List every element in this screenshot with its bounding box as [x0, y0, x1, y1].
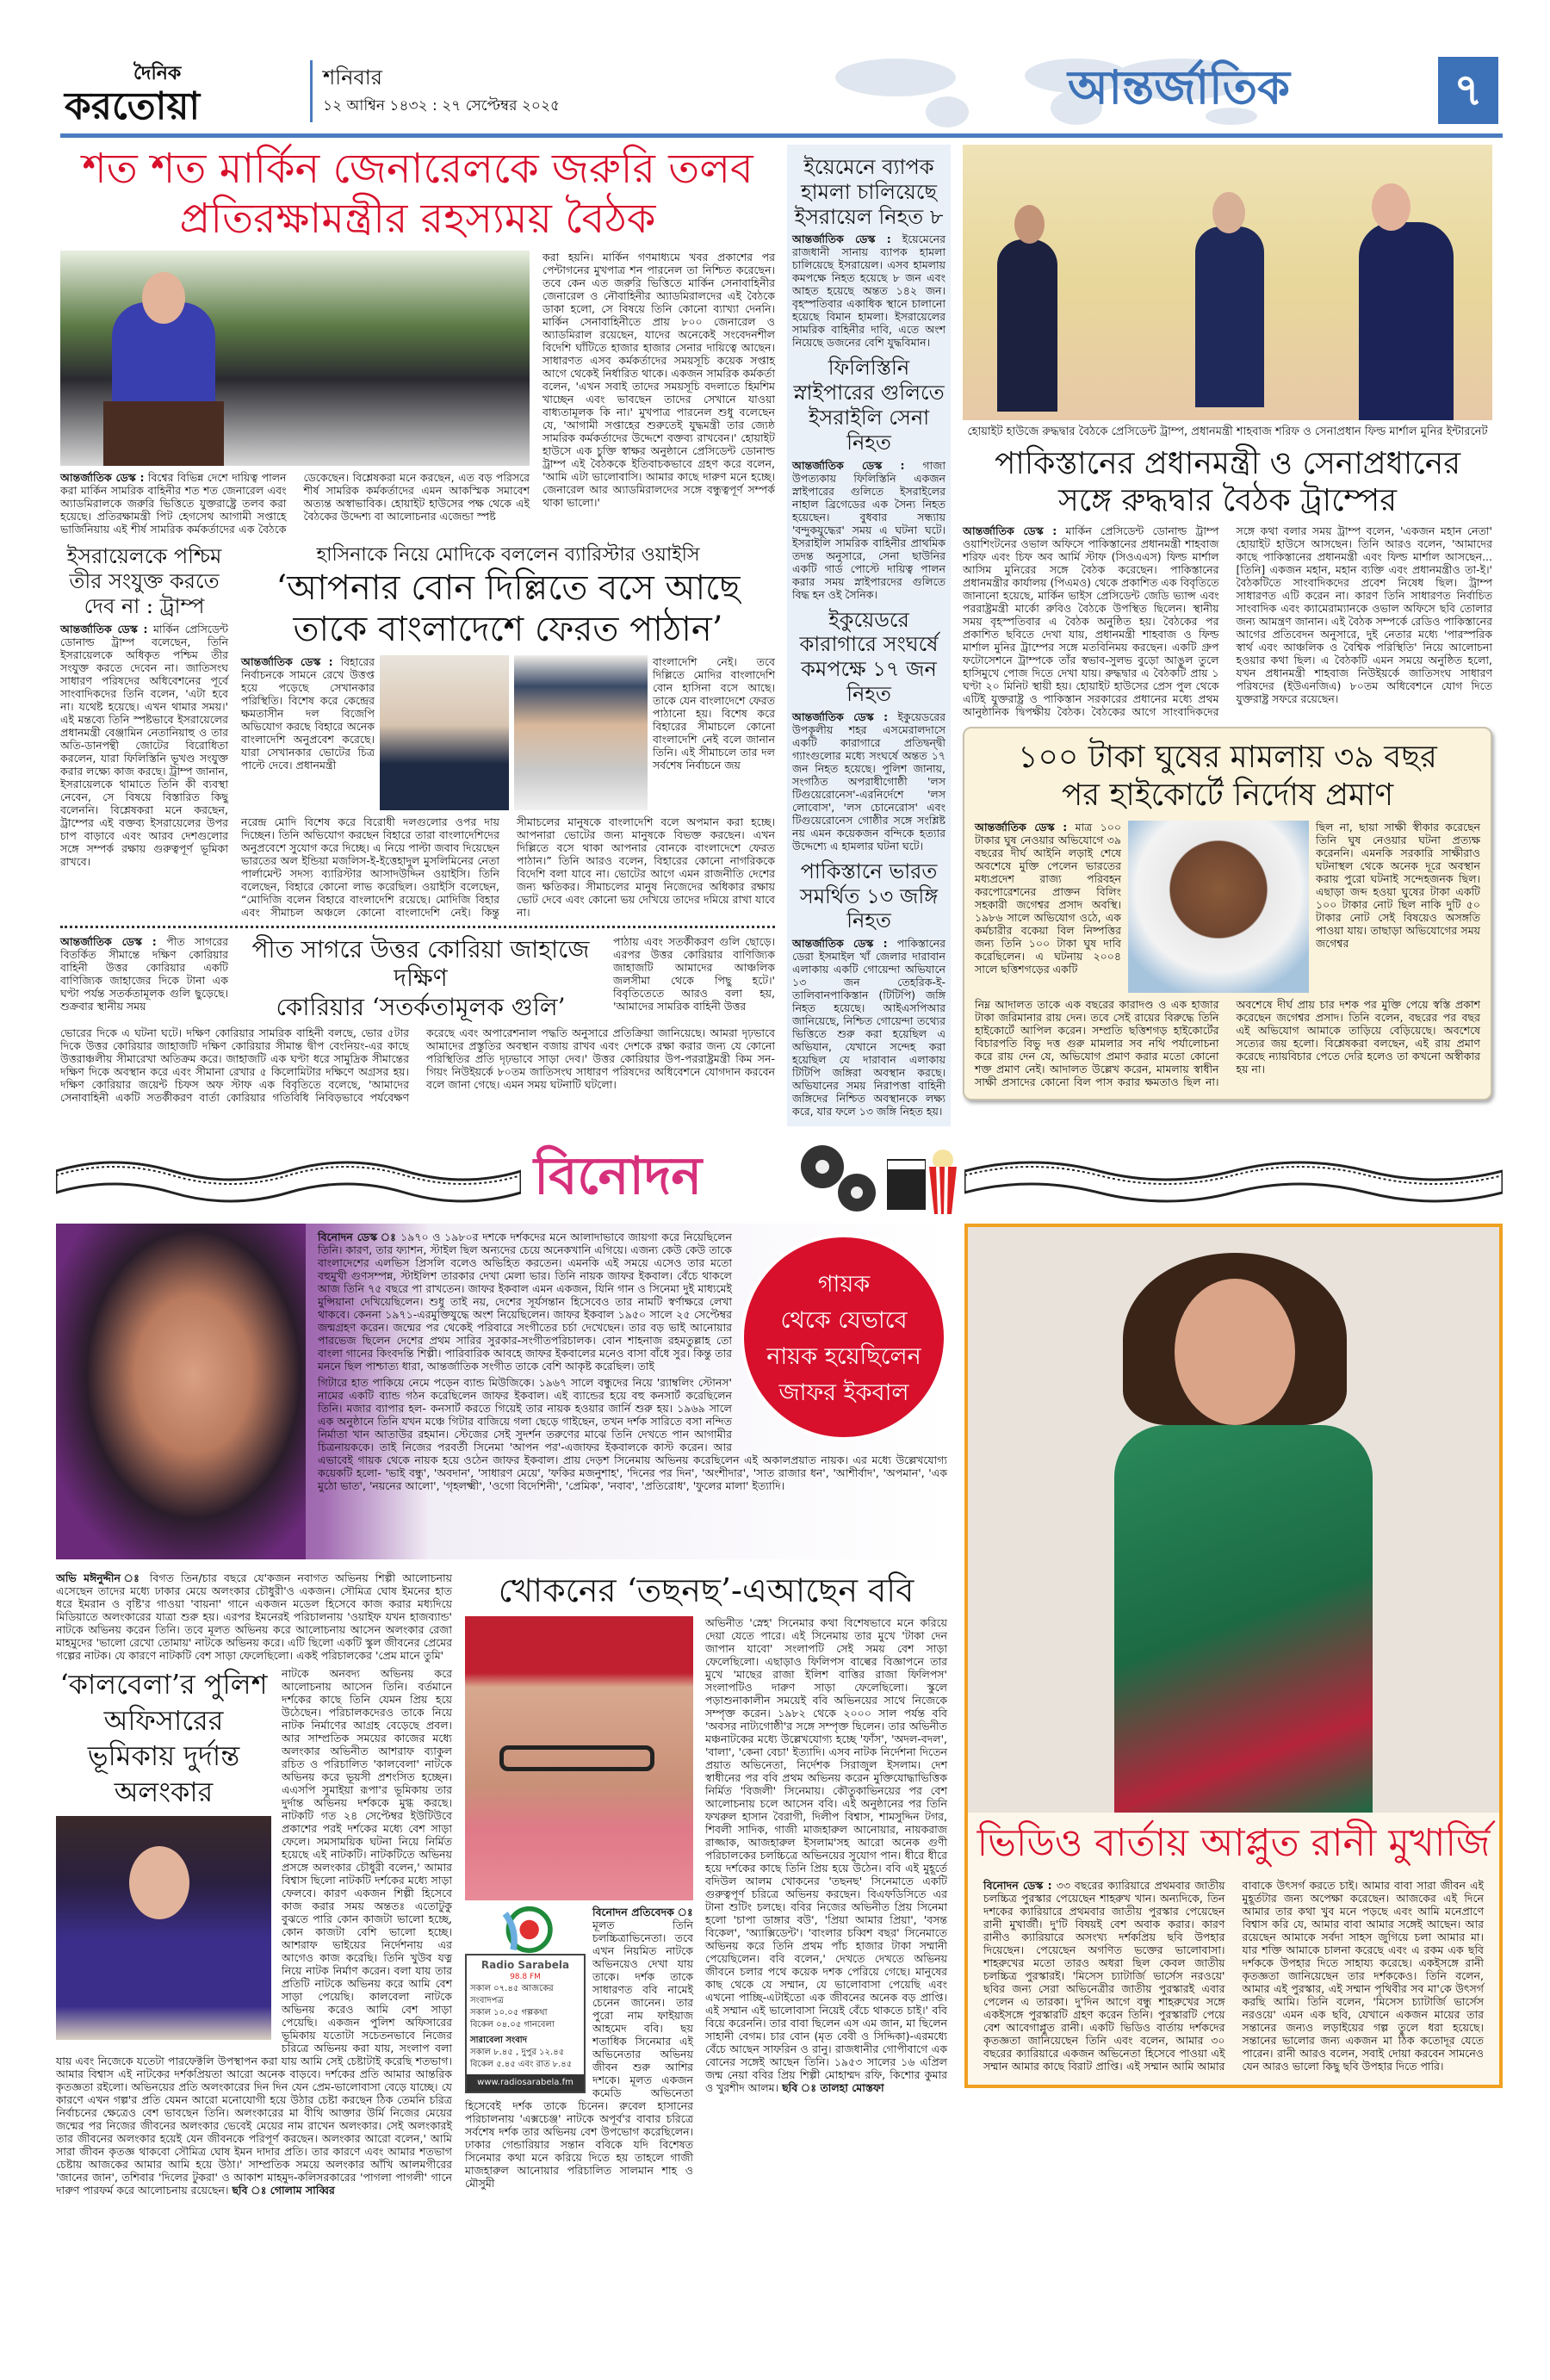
zafar-iqbal-photo	[56, 1224, 306, 1559]
modi-photo	[380, 655, 509, 810]
time: বিকেল ০৪.০৫	[470, 2019, 522, 2030]
clapperboard-icon	[887, 1158, 926, 1210]
korea-story	[60, 935, 775, 1105]
pakistan-headline-line1: পাকিস্তানের প্রধানমন্ত্রী ও সেনাপ্রধানের	[994, 446, 1461, 481]
right-column	[963, 145, 1492, 1100]
schedule-row	[470, 1983, 580, 2007]
radio-url[interactable]: www.radiosarabela.fm	[467, 2074, 584, 2092]
owaisi-story	[241, 544, 775, 918]
circle-line: গায়ক	[817, 1271, 871, 1298]
circle-line: জাফর ইকবাল	[778, 1379, 909, 1407]
brief-item	[792, 356, 946, 600]
dateline: আন্তর্জাতিক ডেস্ক :	[963, 524, 1057, 538]
brief-headline: পাকিস্তানে ভারত সমর্থিত ১৩ জঙ্গি নিহত	[799, 858, 939, 933]
body-text: বিশ্বের বিভিন্ন দেশে দায়িত্ব পালন করা মার্কিন সামরিক বাহিনীর শত শত জেনারেল এবং অ্যাডমিরালকে জরুরি ভিত্তিতে যুক্তরাষ্ট্রে তলব করা হয়েছে। প্রতিরক্ষামন্ত্রী পিট হেগসেথ আগামী সপ্তাহে ভার্জিনিয়ায় এই শীর্ষ সামরিক কর্মকর্তাদের এক বৈঠকে ডেকেছেন। বিশ্লেষকরা মনে করছেন, এত বড় পরিসরে শীর্ষ সামরিক কর্মকর্তাদের এমন আকস্মিক সমাবেশ অত্যন্ত অস্বাভাবিক। হোয়াইট হাউসের পক্ষ থেকে এই বৈঠকের উদ্দেশ্য বা আলোচনার এজেন্ডা স্পষ্ট	[60, 471, 530, 536]
divider	[60, 926, 775, 928]
brief-headline: ইয়েমেনে ব্যাপক হামলা চালিয়েছে ইসরায়েল নিহত ৮	[794, 155, 944, 229]
dateline: আন্তর্জাতিক ডেস্ক :	[792, 937, 888, 951]
khokon-story	[465, 1571, 947, 2197]
bribe-headline-line1: ১০০ টাকা ঘুষের মামলায় ৩৯ বছর	[1018, 740, 1437, 776]
circle-line: থেকে যেভাবে	[780, 1307, 908, 1335]
body-text: মার্কিন প্রেসিডেন্ট ডোনাল্ড ট্রাম্প ওয়াশিংটনের ওভাল অফিসে পাকিস্তানের প্রধানমন্ত্রী শাহবাজ শরিফ এবং চিফ অব আর্মি স্টাফ (সিওএএস) ফিল্ড মার্শাল আসিম মুনিরের সঙ্গে বৈঠক করেছেন। পাকিস্তানের প্রধানমন্ত্রীর কার্যালয় (পিএমও) থেকে প্রকাশিত এক বিবৃতিতে জানানো হয়েছে, মার্কিন ভাইস প্রেসিডেন্ট জেডি ভ্যান্স এবং পররাষ্ট্রমন্ত্রী মার্কো রুবিও বৈঠকে উপস্থিত ছিলেন। স্থানীয় সময় বৃহস্পতিবার এ বৈঠক অনুষ্ঠিত হয়। বৈঠকের পর প্রকাশিত ছবিতে দেখা যায়, প্রধানমন্ত্রী শাহবাজ ও ফিল্ড মার্শাল মুনির ট্রাম্পের সঙ্গে মতবিনিময় করছেন। একটি গ্রুপ ফটোসেশনে ট্রাম্পকে তাঁর স্বভাব-সুলভ বুড়ো আঙুল তুলে হাসিমুখে পোজ দিতে দেখা যায়। রুদ্ধদ্বার এ বৈঠকটি প্রায় ১ ঘণ্টা ২০ মিনিট স্থায়ী হয়। হোয়াইট হাউসের প্রেস পুল থেকে এটিই যুক্তরাষ্ট্র ও পাকিস্তান সরকারের প্রধানের মধ্যে প্রথম আনুষ্ঠানিক দ্বিপক্ষীয় বৈঠক। বৈঠকের আগে সাংবাদিকদের সঙ্গে কথা বলার সময় ট্রাম্প বলেন, 'একজন মহান নেতা' হোয়াইট হাউসে আসছেন। তিনি আরও বলেন, 'আমাদের কাছে পাকিস্তানের প্রধানমন্ত্রী এবং ফিল্ড মার্শাল আসছেন...[তিনি] একজন মহান, মহান ব্যক্তি এবং প্রধানমন্ত্রীও তা-ই।' বৈঠকটিতে সাংবাদিকদের প্রবেশ নিষেধ ছিল। ট্রাম্প সাধারণত এটি করেন না। কারণ তিনি সাধারণত নির্বাচিত সাংবাদিক এবং ক্যামেরাম্যানকে ওভাল অফিসে ছবি তোলার জন্য আমন্ত্রণ জানান। এই বৈঠক সম্পর্কে রেডিও পাকিস্তানের আগের প্রতিবেদন অনুসারে, দুই নেতার মধ্যে 'পারস্পরিক স্বার্থ এবং আঞ্চলিক ও বৈশ্বিক পরিস্থিতি' নিয়ে আলোচনা হওয়ার কথা ছিল। এ বৈঠকটি এমন সময়ে অনুষ্ঠিত হলো, যখন প্রধানমন্ত্রী শাহবাজ নিউইয়র্কে জাতিসংঘ সাধারণ পরিষদের (ইউএনজিএ) ৮০তম অধিবেশনে যোগ দিতে যুক্তরাষ্ট্র সফরে রয়েছেন।	[963, 524, 1492, 719]
lead-headline-line2: প্রতিরক্ষামন্ত্রীর রহস্যময় বৈঠক	[179, 194, 656, 243]
owaisi-headline-line1: ‘আপনার বোন দিল্লিতে বসে আছে	[276, 567, 741, 608]
pakistan-headline	[963, 445, 1492, 519]
dateline: আন্তর্জাতিক ডেস্ক :	[792, 232, 891, 246]
body-text: বিহারের নির্বাচনকে সামনে রেখে উত্তপ্ত হয়ে পড়েছে সেখানকার পরিস্থিতি। বিশেষ করে কেন্দ্রের ক্ষমতাসীন দল বিজেপি অভিযোগ করছে বিহারে অনেক বাংলাদেশি অনুপ্রবেশ করেছে। যারা সেখানকার ভোটের চিত্র পাল্টে দেবে। প্রধানমন্ত্রী	[241, 654, 375, 772]
circle-line: নায়ক হয়েছিলেন	[766, 1343, 921, 1371]
divider	[310, 60, 313, 122]
film-strip-left-icon	[56, 1154, 521, 1205]
dateline: আন্তর্জাতিক ডেস্ক :	[60, 934, 157, 948]
dateline: আন্তর্জাতিক ডেস্ক :	[792, 458, 905, 472]
bribe-headline-line2: পর হাইকোর্টে নির্দোষ প্রমাণ	[1061, 777, 1394, 813]
body-text: পীত সাগরের বিতর্কিত সীমান্তে দক্ষিণ কোরিয়ার বাহিনী উত্তর কোরিয়ার একটি বাণিজ্যিক জাহাজের দিকে টানা এক ঘণ্টা পর্যন্ত সতর্কতামূলক গুলি ছুড়েছে। শুক্রবার স্থানীয় সময়	[60, 934, 228, 1013]
date: ১২ আশ্বিন ১৪৩২ : ২৭ সেপ্টেম্বর ২০২৫	[323, 97, 561, 115]
section-title: আন্তর্জাতিক	[1068, 59, 1290, 115]
bribe-headline	[975, 739, 1480, 813]
lead-headline	[60, 145, 775, 244]
dateline: বিনোদন ডেস্ক ঃ	[318, 1230, 397, 1244]
bribe-body-a	[975, 821, 1121, 993]
owaisi-body-a	[241, 655, 375, 810]
rani-story-box	[964, 1224, 1503, 2088]
lead-headline-line1: শত শত মার্কিন জেনারেলকে জরুরি তলব	[82, 145, 753, 193]
entertainment-left	[56, 1224, 947, 2197]
dateline: আন্তর্জাতিক ডেস্ক :	[241, 654, 333, 668]
program: গানবেলা	[524, 2019, 555, 2030]
rani-headline: ভিডিও বার্তায় আপ্লুত রানী মুখার্জি	[976, 1821, 1491, 1866]
lead-body-b: করা হয়নি। মার্কিন গণমাধ্যমে খবর প্রকাশের পর পেন্টাগনের মুখপাত্র শন পারনেল তা নিশ্চিত করেছেন। তবে কেন এত জরুরি ভিত্তিতে মার্কিন সেনাবাহিনীর জেনারেল ও নৌবাহিনীর অ্যাডমিরালদের এই বৈঠকে ডাকা হলো, সে বিষয়ে তিনি কোনো ব্যাখ্যা দেননি। মার্কিন সেনাবাহিনীতে প্রায় ৮০০ জেনারেল ও অ্যাডমিরাল রয়েছেন, যাদের অনেকেই সংবেদনশীল বিদেশি ঘাঁটিতে হাজার হাজার সেনার দায়িত্বে আছেন। সাধারণত এসব কর্মকর্তাদের সময়সূচি কয়েক সপ্তাহ আগে থেকেই নির্ধারিত থাকে। একজন সামরিক কর্মকর্তা বলেন, 'এখন সবাই তাদের সময়সূচি বদলাতে হিমশিম খাচ্ছেন এবং ভাবছেন তাদের সেখানে যাওয়া বাধ্যতামূলক কি না।' মুখপাত্র পারনেল শুধু বলেছেন যে, 'আগামী সপ্তাহের শুরুতেই যুদ্ধমন্ত্রী তার জ্যেষ্ঠ সামরিক কর্মকর্তাদের উদ্দেশে বক্তব্য রাখবেন।' হোয়াইট হাউসে এক চুক্তি স্বাক্ষর অনুষ্ঠানে প্রেসিডেন্ট ডোনাল্ড ট্রাম্প এই বৈঠককে ইতিবাচকভাবে গ্রহণ করে বলেন, 'আমি এটা ভালোবাসি। আমার কাছে দারুণ মনে হচ্ছে। জেনারেল আর অ্যাডমিরালদের সঙ্গে বন্ধুত্বপূর্ণ সম্পর্ক থাকা ভালো।'	[542, 251, 775, 510]
paper-logo: করতোয়া	[65, 84, 201, 128]
rani-mukherjee-photo	[968, 1227, 1499, 1813]
page-number: ৭	[1438, 57, 1498, 124]
korea-body-c: ভোরের দিকে এ ঘটনা ঘটে। দক্ষিণ কোরিয়ার সামরিক বাহিনী বলছে, ভোর ৫টার দিকে উত্তর কোরিয়ার জাহাজটি দক্ষিণ কোরিয়ার সীমান্ত দ্বীপ বেংনিয়ং-এর কাছে উত্তরাঞ্চলীয় সীমারেখা অতিক্রম করে। জাহাজটি এক ঘণ্টা ধরে সামুদ্রিক সীমান্তের দক্ষিণ দিকে অবস্থান করে এবং সীমানা রেখার ৫ কিলোমিটার দক্ষিণে অগ্রসর হয়। দক্ষিণ কোরিয়ার জয়েন্ট চিফস অফ স্টাফ এক বিবৃতিতে বলেছে, 'আমাদের সেনাবাহিনী একটি সতর্কীকরণ বার্তা কোরিয়ার গতিবিধি নিবিড়ভাবে পর্যবেক্ষণ করেছে এবং অপারেশনাল পদ্ধতি অনুসারে প্রতিক্রিয়া জানিয়েছে। আমরা দৃঢ়ভাবে আমাদের প্রস্তুতির অবস্থান বজায় রাখব এবং দেশকে রক্ষা করার জন্য যে কোনো পরিস্থিতির প্রতি দৃঢ়ভাবে সাড়া দেব।' উত্তর কোরিয়ার উপ-পররাষ্ট্রমন্ত্রী কিম সন-গিয়ং নিউইয়র্কে ৮০তম জাতিসংঘ সাধারণ পরিষদের অধিবেশনে যোগদান করবেন বলে জানা গেছে। এমন সময় ঘটনাটি ঘটলো।	[60, 1026, 775, 1105]
dateline: আন্তর্জাতিক ডেস্ক :	[975, 820, 1068, 834]
pakistan-headline-line2: সঙ্গে রুদ্ধদ্বার বৈঠক ট্রাম্পের	[1057, 483, 1398, 519]
photo-credit: ছবি ঃ গোলাম সাব্বির	[232, 2184, 335, 2197]
radio-name: Radio Sarabela	[480, 1958, 570, 1971]
body-text: ইকুয়েডরের উপকূলীয় শহর এসমেরালদাসে একটি কারাগারে প্রতিদ্বন্দ্বী গ্যাংগুলোর মধ্যে সংঘর্ষে অন্তত ১৭ জন নিহত হয়েছে। পুলিশ জানায়, সংগঠিত অপরাধীগোষ্ঠী 'লস টিগুয়েরোনেস'-এরনির্দেশে 'লস লোবোস', 'লস চোনেরোস' এবং টিগুয়েরোনেস গোষ্ঠীর সঙ্গে সংশ্লিষ্ট নয় এমন কয়েকজন বন্দিকে হত্যার উদ্দেশ্যে এ হামলার ঘটনা ঘটে।	[792, 710, 946, 852]
korea-body-b: পাঠায় এবং সতর্কীকরণ গুলি ছোড়ে। এরপর উত্তর কোরিয়ার বাণিজ্যিক জাহাজটি আমাদের আঞ্চলিক জলসীমা থেকে পিছু হটে।' বিবৃতিতেতে আরও বলা হয়, 'আমাদের সামরিক বাহিনী উত্তর	[613, 934, 775, 1013]
photo-credit: ছবি ঃ তালহা মোস্তফা	[782, 2080, 884, 2094]
owaisi-kicker: হাসিনাকে নিয়ে মোদিকে বললেন ব্যারিস্টার ওয়াইসি	[316, 544, 700, 567]
bobby-photo	[465, 1616, 693, 1900]
westbank-story	[60, 544, 228, 918]
owaisi-body-b: বাংলাদেশি নেই। তবে দিল্লিতে মোদির বাংলাদেশি বোন হাসিনা বসে আছে। তাকে যেন বাংলাদেশে ফেরত পাঠানো হয়। বিশেষ করে বিহারের সীমাচলে কোনো বাংলাদেশি নেই বলে জানান তিনি। এই সীমাচলে তার দল সর্বশেষ নির্বাচনে জয়	[653, 654, 775, 772]
oval-office-photo	[963, 145, 1492, 420]
alankar-story	[56, 1571, 452, 2197]
lead-body-a	[60, 471, 530, 536]
radio-frequency: 98.8 FM	[510, 1972, 541, 1981]
briefs-sidebar	[787, 145, 951, 1126]
khokon-headline: খোকনের ‘তছনছ’-এআছেন ববি	[498, 1571, 914, 1610]
alankar-intro	[56, 1571, 452, 1662]
body-text: মাত্র ১০০ টাকার ঘুষ নেওয়ার অভিযোগে ৩৯ বছরের দীর্ঘ আইনি লড়াই শেষে অবশেষে মুক্তি পেলেন ভারতের মধ্যপ্রদেশ রাজ্য পরিবহন করপোরেশনের প্রাক্তন বিলিং সহকারী জগেশ্বর প্রসাদ অবস্থি। ১৯৮৬ সালে অভিযোগ ওঠে, এক কর্মচারীর বকেয়া বিল নিষ্পত্তির জন্য তিনি ১০০ টাকা ঘুষ দাবি করেছিলেন। এ ঘটনায় ২০০৪ সালে ছত্তিশগড়ের একটি	[975, 820, 1122, 976]
popcorn-icon	[926, 1150, 960, 1214]
schedule-row	[470, 2019, 580, 2031]
owaisi-headline	[241, 567, 775, 650]
alankar-photo	[56, 1816, 271, 2040]
owaisi-headline-line2: তাকে বাংলাদেশে ফেরত পাঠান’	[293, 609, 723, 649]
program: আজকের সংবাদপত্র	[470, 1983, 554, 2005]
left-column	[60, 145, 775, 1104]
binodon-banner	[56, 1137, 1503, 1218]
zafar-headline-circle	[741, 1234, 947, 1441]
radio-logo-icon	[495, 1906, 555, 1954]
body-text: গাজা উপত্যকায় ফিলিস্তিনি একজন স্নাইপারের গুলিতে ইসরাইলের নাহাল ব্রিগেডের এক সৈন্য নিহত হয়েছেন। বুধবার সন্ধ্যায় 'বন্দুকযুদ্ধের' সময় এ ঘটনা ঘটে। ইসরাইলি সামরিক বাহিনীর প্রাথমিক তদন্ত অনুসারে, সেনা ছাউনির একটি গার্ড পোস্টে দায়িত্ব পালন করার সময় স্নাইপারদের গুলিতে বিদ্ধ হন ওই সৈনিক।	[792, 458, 946, 601]
brief-headline: ফিলিস্তিনি স্নাইপারের গুলিতে ইসরাইলি সেনা নিহত	[793, 356, 945, 455]
radio-sarabela-ad	[465, 1906, 586, 2093]
header-rule	[60, 133, 1503, 138]
body-text: অভিনীত 'স্নেহ' সিনেমার কথা বিশেষভাবে মনে করিয়ে দেয়া যেতে পারে। এই সিনেমায় তার মুখে 'টাকা দেন জাপান যাবো' সংলাপটি সেই সময় বেশ সাড়া ফেলেছিলো। এছাড়াও ফিলিপস বাল্বের বিজ্ঞাপনে তার মুখে 'মাছের রাজা ইলিশ বাত্তির রাজা ফিলিপস' সংলাপটিও দারুণ সাড়া ফেলেছিলো। স্কুলে পড়াশুনাকালীন সময়েই ববি অভিনয়ের সাথে নিজেকে সম্পৃক্ত করেন। ১৯৮২ থেকে ২০০০ সাল পর্যন্ত ববি 'অবসর নাট্যগোষ্ঠী'র সঙ্গে সম্পৃক্ত ছিলেন। তার অভিনীত মঞ্চনাটকের মধ্যে উল্লেখযোগ্য হচ্ছে 'ফাঁস', 'অদল-বদল', 'বালা', 'কেনা বেচা' ইত্যাদি। এসব নাটক নির্দেশনা দিতেন প্রয়াত অভিনেতা, নির্দেশক সিরাজুল ইসলাম। দেশ স্বাধীনের পর ববি প্রথম অভিনয় করেন মুক্তিযোদ্ধাভিত্তিক নির্মিত 'বিজলী' সিনেমায়। কৌতুকাভিনয়ের পর বেশ আলোচনায় চলে আসেন ববি। এই অনুষ্ঠানের পর তিনি ফখরুল হাসান বৈরাগী, দিলীপ বিশ্বাস, শামসুদ্দিন টগর, শিবলী সাদিক, গাজী মাজহারুল আনোয়ার, নায়করাজ রাজ্জাক, আজহারুল ইসলাম'সহ আরো অনেক গুণী পরিচালকের চলচ্চিত্রে অভিনয়ের সুযোগ পান। ধীরে ধীরে হয়ে দর্শকের কাছে তিনি প্রিয় হয়ে উঠেন। ববি এই মুহূর্তে বদিউল আলম খোকনের 'তছনছ' সিনেমাতে একটি গুরুত্বপূর্ণ চরিত্রে অভিনয় করছেন। বিএফডিসিতে এর টানা শুটিং চলছে। ববির নিজের অভিনীত প্রিয় সিনেমা হলো 'চাপা ডাঙ্গার বউ', 'প্রিয়া আমার প্রিয়া', 'বসন্ত বিকেল', 'অ্যাক্সিডেন্ট'। 'বাংলার চব্বিশ বছর' সিনেমাতে অভিনয় করে তিনি প্রথম পাঁচ হাজার টাকা সম্মানী পেয়েছিলেন। ববি বলেন,' দেখতে দেখতে অভিনয় জীবনে চলার পথে কয়েক দশক পেরিয়ে গেছে। মানুষের কাছ থেকে যে সম্মান, যে ভালোবাসা পেয়েছি এবং এখনো পাচ্ছি-এটাইতো এক জীবনের অনেক বড় প্রাপ্তি। এই সম্মান এই ভালোবাসা নিয়েই বেঁচে থাকতে চাই।' ববি বিয়ে করেননি। তার বাবা ছিলেন এস এম জান, মা ছিলেন সাহানী বেগম। চার বোন (মৃত বেবী ও সিদ্দিকা)-এরমধ্যে বেঁচে আছেন সাফরিন ও রানু। রাজধানীর গোপীবাগে এক বোনের সঙ্গেই আছেন তিনি। ১৯৫৩ সালের ১৬ এপ্রিল জন্ম নেয়া ববির প্রিয় শিল্পী মোহাম্মদ রফি, কিশোর কুমার ও খুরশীদ আলম।	[705, 1615, 947, 2094]
time: সকাল ০৭.৪৫	[470, 1983, 519, 1993]
dateline: আন্তর্জাতিক ডেস্ক :	[792, 710, 889, 723]
body-text: ইয়েমেনের রাজধানী সানায় ব্যাপক হামলা চালিয়েছে ইসরায়েল। এসব হামলায় কমপক্ষে নিহত হয়েছে ৮ জন এবং আহত হয়েছে অন্তত ১৪২ জন। বৃহস্পতিবার একাধিক স্থানে চালানো হয়েছে বিমান হামলা। ইসরায়েলের সামরিক বাহিনীর দাবি, এতে অংশ নিয়েছে ডজনের বেশি যুদ্ধবিমান।	[792, 232, 946, 350]
body-text: ১৯৭০ ও ১৯৮০র দশকে দর্শকদের মনে আলাদাভাবে জায়গা করে নিয়েছিলেন তিনি। কারণ, তার ফ্যাশন, স্টাইল ছিল অন্যদের চেয়ে অনেকখানি এগিয়ে। এজন্য কেউ কেউ তাকে বাংলাদেশের এলভিস প্রিসলি বলেও অভিহিত করতেন। এমনকি এই সময়ে এসেও তার মতো বহুমুখী গুণসম্পন্ন, স্টাইলিশ তারকার দেখা মেলা ভার। তিনি নায়ক জাফর ইকবাল। বেঁচে থাকলে আজ তিনি ৭৫ বছরে পা রাখতেন। জাফর ইকবাল এমন একজন, যিনি গান ও সিনেমা দুই মাধ্যমেই মুন্সিয়ানা দেখিয়েছিলেন। শুধু তাই নয়, দেশের সূর্যসন্তান হিসেবেও তার নামটি স্বর্ণাক্ষরে লেখা থাকবে। কেননা ১৯৭১-এরমুক্তিযুদ্ধে অংশ নিয়েছিলেন। জাফর ইকবাল ১৯৫০ সালে ২৫ সেপ্টেম্বর জন্মগ্রহণ করেন। জন্মের পর থেকেই পরিবারে সংগীতের চর্চা দেখেছেন। তার বড় ভাই আনোয়ার পারভেজ ছিলেন দেশের প্রথম সারির সুরকার-সংগীতপরিচালক। বোন শাহনাজ রহমতুল্লাহ তো বাংলা গানের কিংবদন্তি শিল্পী। পারিবারিক আবহে জাফর ইকবালের মনেও বাসা বাঁধে সুর। কিন্তু তার মননে ছিল পাশ্চাত্য ধারা, আন্তর্জাতিক সংগীত তাকে বেশি আকৃষ্ট করেছিল। তাই	[318, 1230, 732, 1373]
dateline: বিনোদন ডেস্ক :	[983, 1878, 1052, 1892]
korea-headline	[237, 935, 604, 1022]
time: সকাল ১০.০৫	[470, 2007, 519, 2017]
film-strip-right-icon	[964, 1154, 1503, 1205]
masthead	[60, 52, 1503, 133]
byline: অভি মঈনুদ্দীন ঃ	[56, 1571, 143, 1585]
zafar-body-b: গিটারে হাত পাকিয়ে নেমে পড়েন ব্যান্ড মিউজিকে। ১৯৬৭ সালে বন্ধুদের নিয়ে 'র‍্যাম্বলিং স্টোনস' নামের একটি ব্যান্ড গঠন করেছিলেন জাফর ইকবাল। এই ব্যান্ডের হয়ে বহু কনসার্ট করেছিলেন তিনি। মজার ব্যাপার হল- কনসার্ট করতে গিয়েই তার নায়ক হওয়ার জার্নি শুরু হয়। ১৯৬৯ সালে এক অনুষ্ঠানে তিনি যখন মঞ্চে গিটার বাজিয়ে গলা ছেড়ে গাইছেন, তখন দর্শক সারিতে বসা নন্দিত নির্মাতা খান আতাউর রহমান। স্টেজের সেই সুদর্শন তরুণের মাঝে তিনি দেখতে পান আগামীর চিত্রনায়ককে। তাই নিজের পরবর্তী সিনেমা 'আপন পর'-এজাফর ইকবালকে কাস্ট করেন। আর এভাবেই গায়ক থেকে নায়ক হয়ে ওঠেন জাফর ইকবাল। প্রায় দেড়শ সিনেমায় অভিনয় করেছিলেন এই অকালপ্রয়াত নায়ক। এর মধ্যে উল্লেখযোগ্য কয়েকটি হলো- 'ভাই বন্ধু', 'অবদান', 'সাধারণ মেয়ে', 'ফকির মজনুশাহ', 'দিনের পর দিন', 'অংশীদার', 'সাত রাজার ধন', 'আশীর্বাদ', 'অপমান', 'এক মুঠো ভাত', 'নয়নের আলো', 'গৃহলক্ষ্মী', 'ওগো বিদেশিনী', 'প্রেমিক', 'নবাব', 'প্রতিরোধ', 'ফুলের মালা' ইত্যাদি।	[318, 1376, 947, 1493]
news-time: সকাল ৮.৪৫ , দুপুর ১২.৪৫	[470, 2047, 565, 2057]
dateline: আন্তর্জাতিক ডেস্ক :	[60, 622, 148, 635]
day: শনিবার	[323, 65, 382, 90]
body-text: বিগত তিন/চার বছরে যে'কজন নবাগত অভিনয় শিল্পী আলোচনায় এসেছেন তাদের মধ্যে ঢাকার মেয়ে অলংকার চৌধুরী'ও একজন। সৌমিত্র ঘোষ ইমনের হাত ধরে ইমরান ও বৃষ্টি'র গাওয়া 'বায়না' গানে একজন মডেল হিসেবে কাজ করার মধ্যদিয়ে মিডিয়াতে অলংকারের যাত্রা শুরু হয়। এরপর ইমনেরই পরিচালনায় 'ওয়াইফ যখন হাজব্যান্ড' নাটকে অভিনয় করেন তিনি। তবে মূলত অভিনয় করে আলোচনায় আসেন অলংকার রেজা মাহমুদের 'ভালো রেখো তোমায়' নাটকে অভিনয় করে। এটি ছিলো একটি স্কুল জীবনের প্রেমের গল্পের নাটক। যে কারণে নাটকটি বেশ সাড়া ফেলেছিলো। একই পরিচালকের 'প্রেম মানে তুমি'	[56, 1571, 452, 1663]
body-text: মার্কিন প্রেসিডেন্ট ডোনাল্ড ট্রাম্প বলেছেন, তিনি ইসরায়েলকে অধিকৃত পশ্চিম তীর সংযুক্ত করতে দেবেন না। জাতিসংঘ সাধারণ পরিষদের অধিবেশনের পূর্বে সাংবাদিকদের তিনি বলেন, 'এটা হবে না। যথেষ্ট হয়েছে। এখন থামার সময়।' এই মন্তব্যে তিনি স্পষ্টভাবে ইসরায়েলের প্রধানমন্ত্রী বেঞ্জামিন নেতানিয়াহু ও তার অতি-ডানপন্থী জোটের বিরোধিতা করলেন, যারা ফিলিস্তিনি ভূখণ্ড সংযুক্ত করার লক্ষ্যে কাজ করছে। ট্রাম্প জানান, ইসরায়েলকে থামাতে তিনি কী ব্যবস্থা নেবেন, সে বিষয়ে বিস্তারিত কিছু বলেননি। বিশ্লেষকরা মনে করছেন, ট্রাম্পের এই বক্তব্য ইসরায়েলের উপর চাপ বাড়াবে এবং আরব দেশগুলোর সঙ্গে সম্পর্ক রক্ষায় গুরুত্বপূর্ণ ভূমিকা রাখবে।	[60, 622, 228, 868]
owaisi-photo	[514, 655, 648, 810]
khokon-body-a	[465, 1906, 693, 2190]
dateline: আন্তর্জাতিক ডেস্ক :	[60, 471, 145, 485]
photo-caption: হোয়াইট হাউজে রুদ্ধদ্বার বৈঠকে প্রেসিডেন্ট ট্রাম্প, প্রধানমন্ত্রী শাহবাজ শরিফ ও সেনাপ্রধান ফিল্ড মার্শাল মুনির ইন্টারনেট	[967, 425, 1488, 438]
alankar-headline: ‘কালবেলা’র পুলিশ অফিসারের ভূমিকায় দুর্দান্ত অলংকার	[59, 1668, 268, 1808]
pakistan-body	[963, 524, 1492, 718]
jageshwar-photo	[1128, 821, 1309, 993]
zafar-story	[56, 1224, 947, 1559]
body-text: মূলত তিনি চলচ্চিত্রাভিনেতা। তবে এখন নিয়মিত নাটকে অভিনয়েও দেখা যায় তাকে। দর্শক তাকে সাধারণত ববি নামেই চেনেন জানেন। তার পুরো নাম ফাইয়াজ আহমেদ ববি। ছয় শতাধিক সিনেমার এই অভিনেতার অভিনয় জীবন শুরু আশির দশকে। মূলত একজন কমেডি অভিনেতা হিসেবেই দর্শক তাকে চিনেন। রুবেল হাসানের পরিচালনায় 'এক্সচেঞ্জ' নাটকে অপূর্ব'র বাবার চরিত্রে সর্বশেষ দর্শক তার অভিনয় বেশ উপভোগ করেছিলেন। ঢাকার গেন্ডারিয়ার সন্তান ববিকে যদি বিশেষত সিনেমার কথা মনে করিয়ে দিতে হয় তাহলে গাজী মাজহারুল আনোয়ার পরিচালিত সালমান শাহ ও মৌসুমী	[465, 1918, 693, 2190]
film-reel-icon	[797, 1141, 883, 1214]
paper-small-name: দৈনিক	[133, 63, 182, 84]
schedule-row	[470, 2007, 580, 2019]
owaisi-body-c: নরেন্দ্র মোদি বিশেষ করে বিরোধী দলগুলোর ওপর দায় দিচ্ছেন। তিনি অভিযোগ করছেন বিহারে তারা বাংলাদেশিদের অনুপ্রবেশে সুযোগ করে দিচ্ছে। এ নিয়ে পাল্টা জবাব দিয়েছেন ভারতের অল ইন্ডিয়া মজলিস-ই-ইত্তেহাদুল মুসলিমিনের নেতা পার্লামেন্ট সদস্য ব্যারিস্টার আসাদউদ্দিন ওয়াইসি। তিনি বলেছেন, বিহারে কোনো লাভ করেছিল। ওয়াইসি বলেছেন, “মোদিজি বলেন বিহারে বাংলাদেশি রয়েছে। মোদিজি বিহার এবং সীমাচল অঞ্চলে কোনো বাংলাদেশি নেই। কিন্তু সীমাচলের মানুষকে বাংলাদেশি বলে অপমান করা হচ্ছে। আপনারা ভোটের জন্য মানুষকে বিভক্ত করছেন। এখন দিল্লিতে বসে থাকা আপনার বোনকে বাংলাদেশে ফেরত পাঠান।” তিনি আরও বলেন, বিহারের কোনো নাগরিককে বিদেশি বলা যাবে না। ভোটের আগে এমন রাজনীতি দেশের জন্য ক্ষতিকর। সীমাচলের মানুষ নিজেদের অধিকার রক্ষায় ভোট দেবে এবং কোনো ভয় দেখিয়ে তাদের দমিয়ে রাখা যাবে না।	[241, 815, 775, 919]
korea-headline-line1: পীত সাগরে উত্তর কোরিয়া জাহাজে দক্ষিণ	[251, 934, 590, 993]
rani-body	[968, 1875, 1499, 2085]
brief-item	[792, 608, 946, 852]
brief-headline: ইকুয়েডরে কারাগারে সংঘর্ষে কমপক্ষে ১৭ জন নিহত	[799, 607, 939, 706]
body-text: ৩৩ বছরের ক্যারিয়ারে প্রথমবার জাতীয় চলচ্চিত্র পুরস্কার পেয়েছেন শাহরুখ খান। অন্যদিকে, তিন দশকের ক্যারিয়ারে প্রথমবার জাতীয় পুরস্কার পেয়েছেন রানী মুখার্জী। দু'টি বিষয়ই বেশ অবাক করার। কারণ রানীও ক্যারিয়ারে অসংখ্য দর্শকপ্রিয় ছবি উপহার দিয়েছেন। পেয়েছেন অগণিত ভক্তের ভালোবাসা। শাহরুখের মতো তারও অধরা ছিল কেবল জাতীয় চলচ্চিত্র পুরস্কারই। 'মিসেস চ্যাটার্জি ভার্সেস নরওয়ে' ছবির জন্য সেরা অভিনেত্রীর জাতীয় পুরস্কারই এবার পেলেন এ তারকা। দু'দিন আগে বন্ধু শাহরুখের সঙ্গে একইসঙ্গে পুরস্কারটি গ্রহণ করেন তিনি। পুরস্কারটি পেয়ে বেশ আবেগাপ্লুত রানী। একটি ভিডিও বার্তায় দর্শকদের কৃতজ্ঞতা জানিয়েছেন তিনি এবং বলেন, আমার ৩০ বছরের ক্যারিয়ারে একজন অভিনেতা হিসেবে পাওয়া এই সম্মান আমার কাছে বিরাট প্রাপ্তি। এই সম্মান আমি আমার বাবাকে উৎসর্গ করতে চাই। আমার বাবা সারা জীবন এই মুহূর্তটার জন্য অপেক্ষা করেছেন। আজকের এই দিনে আমার তার কথা খুব মনে পড়ছে এবং আমি মনেপ্রাণে বিশ্বাস করি যে, আমার বাবা আমার সঙ্গেই আছেন। আর রয়েছেন আমাকে সর্বদা সাহস জুগিয়ে চলা আমার মা। যার শক্তি আমাকে চালনা করেছে এবং এ রকম এক ছবি দর্শককে উপহার দিতে সাহায্য করেছে। একইসঙ্গে রানী কৃতজ্ঞতা জানিয়েছেন তার দর্শককেও। তিনি বলেন, আমার এই পুরস্কার, এই সম্মান পৃথিবীর সব মা'কে উৎসর্গ করছি আমি। তিনি বলেন, 'মিসেস চ্যাটার্জি ভার্সেস নরওয়ে' এমন এক ছবি, যেখানে একজন মায়ের তার সন্তানের জন্যও লড়াইয়ের গল্প তুলে ধরা হয়েছে। সন্তানের ভালোর জন্য একজন মা ঠিক কতোদূর যেতে পারেন। রানী আরও বলেন, সবাই দোয়া করবেন সামনেও যেন আরও ভালো কিছু ছবি উপহার দিতে পারি।	[983, 1878, 1484, 2073]
korea-headline-line2: কোরিয়ার ‘সতর্কতামূলক গুলি’	[276, 992, 566, 1021]
bribe-body-b: ছিল না, ছায়া সাক্ষী স্বীকার করেছেন তিনি ঘুষ নেওয়ার ঘটনা প্রত্যক্ষ করেননি। এমনকি সরকারি সাক্ষীরাও ঘটনাস্থল থেকে অনেক দূরে অবস্থান করায় পুরো ঘটনাই সন্দেহজনক ছিল। এছাড়া জব্দ হওয়া ঘুষের টাকা একটি ১০০ টাকার নোট ছিল নাকি দুটি ৫০ টাকার নোট সেই বিষয়েও অসঙ্গতি পাওয়া যায়। তাছাড়া অভিযোগের সময় জগেশ্বর	[1316, 820, 1480, 950]
brief-item	[792, 155, 946, 349]
khokon-body-b	[705, 1616, 947, 2190]
binodon-title: বিনোদন	[534, 1146, 703, 1207]
dateline: বিনোদন প্রতিবেদক ঃ	[592, 1905, 693, 1918]
westbank-headline: ইসরায়েলকে পশ্চিম তীর সংযুক্ত করতে দেব না : ট্রাম্প	[66, 544, 222, 618]
korea-body-a	[60, 935, 228, 1022]
body-text: পাকিস্তানের ডেরা ইসমাইল খাঁ জেলার দারাবান এলাকায় একটি গোয়েন্দা অভিযানে ১৩ জন তেহরিক-ই-তালিবানপাকিস্তান (টিটিপি) জঙ্গি নিহত হয়েছে। আইএসপিআর জানিয়েছে, নিশ্চিত গোয়েন্দা তথ্যের ভিত্তিতে শুরু করা হয়েছিল এ অভিযান, যেখানে সন্দেহ করা হয়েছিল যে দারাবান এলাকায় টিটিপি জঙ্গিরা অবস্থান করছে। অভিযানের সময় নিরাপত্তা বাহিনী জঙ্গিদের নিশ্চিত অবস্থানকে লক্ষ্য করে, যার ফলে ১৩ জঙ্গি নিহত হয়।	[792, 937, 946, 1119]
brief-item	[792, 859, 946, 1118]
hegseth-photo	[60, 251, 530, 466]
bribe-story-box	[963, 727, 1492, 1100]
body-text: নাটকে অনবদ্য অভিনয় করে আলোচনায় আসেন তিনি। বর্তমানে দর্শকের কাছে তিনি যেমন প্রিয় হয়ে উঠেছেন। পরিচালকদেরও তাকে নিয়ে নাটক নির্মাণের আগ্রহ বেড়েছে প্রবল। আর সাম্প্রতিক সময়ের কাজের মধ্যে অলংকার অভিনীত আশরাফ ব্যাকুল রচিত ও পরিচালিত 'কালবেলা' নাটকে অভিনয় করে ভূয়সী প্রশংসিত হচ্ছেন। এএসপি সুমাইয়া রূপা'র ভূমিকায় তার দুর্দান্ত অভিনয় দর্শককে মুগ্ধ করছে। নাটকটি গত ২৪ সেপ্টেম্বর ইউটিউবে প্রকাশের পরই দর্শকের মধ্যে বেশ সাড়া ফেলে। সমসাময়িক ঘটনা নিয়ে নির্মিত হয়েছে এই নাটকটি। নাটকটিতে অভিনয় প্রসঙ্গে অলংকার চৌধুরী বলেন,' আমার বিশ্বাস ছিলো নাটকটি দর্শকের মধ্যে সাড়া ফেলবে। কারণ একজন শিল্পী হিসেবে কাজ করার সময় অন্ততঃ এতোটুকু বুঝতে পারি কোন কাজটা ভালো হচ্ছে, কোন কাজটা বেশি ভালো হচ্ছে। আশরাফ ভাইয়ের নির্দেশনায় এর আগেও কাজ করেছি। তিনি খুউব যত্ন নিয়ে নাটক নির্মাণ করেন। বলা যায় তার প্রতিটি নাটকে অভিনয় করে আমি বেশ সাড়া পেয়েছি। কালবেলা নাটকে অভিনয় করেও আমি বেশ সাড়া পেয়েছি। একজন পুলিশ অফিসারের ভূমিকায় যতোটা সচেতনভাবে নিজের চরিত্রে অভিনয় করা যায়, সংলাপ বলা যায় এবং নিজেকে যতেটা পারফেক্টলি উপস্থাপন করা যায় আমি সেই চেষ্টাটাই করেছি শতভাগ। আমার বিশ্বাস এই নাটকের দর্শকপ্রিয়তা আরো অনেক বাড়বে। দর্শকের প্রতি আমার আন্তরিক কৃতজ্ঞতা রইলো। অভিনয়ের প্রতি অলংকারের দিন দিন যেন প্রেম-ভালোবাসা বেড়ে যাচ্ছে। যে কারণে এখন গল্প'র প্রতি যেমন আরো মনোযোগী হয়ে উঠার চেষ্টা করছেন ঠিক তেমনি চরিত্র নির্বাচনের ক্ষেত্রেও বেশ ভাবছেন তিনি। অলংকারের মা বীথি আক্তার উর্মি নিজের মেয়ের জন্মের পর নিজের জীবনের অলংকার ভেবেই মেয়ের নাম রাখেন অলংকার। সেই অলংকারই তার জীবনের অলংকার হয়েই যেন জীবনকে পরিপূর্ণ করছেন। অলংকার আরো বলেন,' আমি সারা জীবন কৃতজ্ঞ থাকবো সৌমিত্র ঘোষ ইমন দাদার প্রতি। তার কারণে এবং আমার শতভাগ চেষ্টায় আজকের আমার আমি হয়ে উঠা।' সাম্প্রতিক সময়ে অলংকার আঁখি আলমগীরের 'জানের জান', তশিবার 'দিলের টুকরা' ও আকাশ মাহমুদ-কলিসরকারের 'পাগলা পাগলী' গানে দারুণ পারফর্ম করে আলোচনায় রয়েছেন।	[56, 1667, 452, 2197]
program: গল্পকথা	[521, 2007, 548, 2017]
news-title: সারাবেলা সংবাদ	[470, 2035, 527, 2045]
bribe-body-c: নিম্ন আদালত তাকে এক বছরের কারাদণ্ড ও এক হাজার টাকা জরিমানার রায় দেন। তবে সেই রায়ের বিরুদ্ধে তিনি হাইকোর্টে আপিল করেন। সম্প্রতি ছত্তিশগড় হাইকোর্টের বিচারপতি বিভু দত্ত গুরু মামলার সব নথি পর্যালোচনা করে রায় দেন যে, অভিযোগ প্রমাণ করার মতো কোনো শক্ত প্রমাণ নেই। আদালত উল্লেখ করেন, মামলায় স্বাধীন সাক্ষী প্রসাদের কোনো বিল পাস করার ক্ষমতাও ছিল না। অবশেষে দীর্ঘ প্রায় চার দশক পর মুক্তি পেয়ে স্বস্তি প্রকাশ করেছেন জগেশ্বর প্রসাদ। তিনি বলেন, বছরের পর বছর এই অভিযোগ আমাকে তাড়িয়ে বেড়িয়েছে। অবশেষে সত্যের জয় হলো। বিশ্লেষকরা বলছেন, এই রায় প্রমাণ করেছে ন্যায়বিচার পেতে দেরি হলেও তা কখনো অস্বীকার হয় না।	[975, 997, 1480, 1088]
news-time: বিকেল ৫.৪৫ এবং রাত ৮.৪৫	[470, 2059, 573, 2069]
